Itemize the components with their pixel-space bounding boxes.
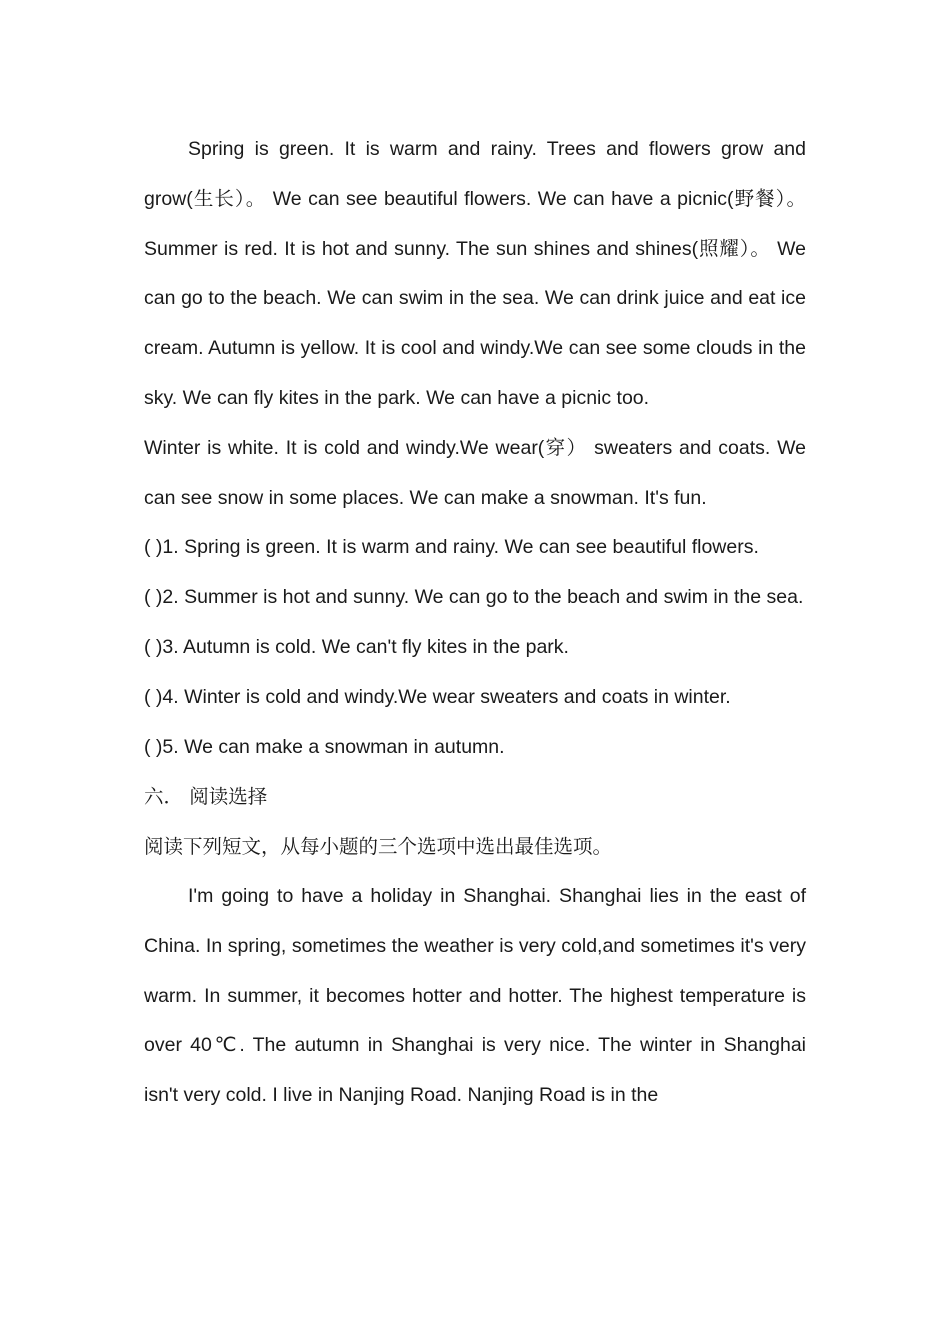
answer-blank: ( ) [144,586,163,609]
passage-paragraph-2: Winter is white. It is cold and windy.We wear(穿） sweaters and coats. We can see snow in some places. We can make a snowman. It's fun. [144,436,806,509]
question-text: 1. Spring is green. It is warm and rainy. We can see beautiful flowers. [162,536,759,559]
answer-blank: ( ) [144,685,163,708]
section-heading: 六． 阅读选择 [144,785,268,809]
question-text: 3. Autumn is cold. We can't fly kites in the park. [162,635,569,658]
section-instruction: 阅读下列短文，从每小题的三个选项中选出最佳选项。 [144,835,613,859]
question-text: 4. Winter is cold and windy.We wear sweaters and coats in winter. [162,685,731,708]
question-text: 2. Summer is hot and sunny. We can go to the beach and swim in the sea. [162,586,804,609]
answer-blank: ( ) [144,536,163,559]
answer-blank: ( ) [144,735,163,758]
question-4 [144,673,806,723]
question-5 [144,723,806,773]
question-1 [144,523,806,573]
question-2 [144,573,806,623]
document-page [144,125,806,1121]
answer-blank: ( ) [144,635,163,658]
question-3 [144,623,806,673]
passage-paragraph-1: Spring is green. It is warm and rainy. Trees and flowers grow and grow(生长）。 We can see beautiful flowers. We can have a picnic(野餐）。Summer is red. It is hot and sunny. The sun shines and shines(照耀）。 We can go to the beach. We can swim in the sea. We can drink juice and eat ice cream. Autumn is yellow. It is cool and windy.We can see some clouds in the sky. We can fly kites in the park. We can have a picnic too. [144,138,806,409]
question-text: 5. We can make a snowman in autumn. [162,735,505,758]
passage-paragraph-3: I'm going to have a holiday in Shanghai. Shanghai lies in the east of China. In spring, sometimes the weather is very cold,and sometimes it's very warm. In summer, it becomes hotter and hotter. The highest temperature is over 40℃. The autumn in Shanghai is very nice. The winter in Shanghai isn't very cold. I live in Nanjing Road. Nanjing Road is in the [144,884,806,1107]
